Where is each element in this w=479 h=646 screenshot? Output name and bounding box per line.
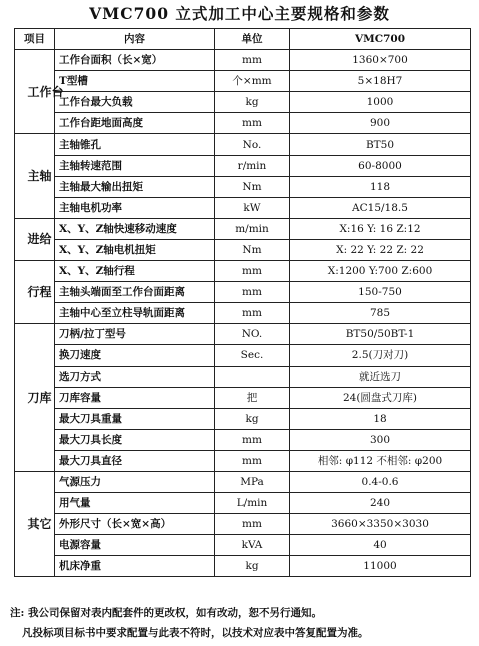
row-value: 就近选刀 bbox=[290, 366, 471, 387]
row-item: X、Y、Z轴电机扭矩 bbox=[55, 239, 215, 260]
row-value: 785 bbox=[290, 303, 471, 324]
table-row bbox=[15, 282, 471, 303]
footnote-1: 注: 我公司保留对表内配套件的更改权，如有改动，恕不另行通知。 bbox=[10, 607, 323, 619]
row-item: 主轴锥孔 bbox=[55, 134, 215, 155]
table-row bbox=[15, 50, 471, 71]
row-unit: NO. bbox=[215, 324, 290, 345]
row-unit: mm bbox=[215, 282, 290, 303]
table-row bbox=[15, 450, 471, 471]
group-label-text: 刀库 bbox=[27, 390, 52, 405]
row-item: 最大刀具长度 bbox=[55, 429, 215, 450]
row-unit: mm bbox=[215, 113, 290, 134]
row-value: X:16 Y: 16 Z:12 bbox=[290, 218, 471, 239]
table-row bbox=[15, 197, 471, 218]
row-unit: kVA bbox=[215, 535, 290, 556]
row-unit: r/min bbox=[215, 155, 290, 176]
row-item: T型槽 bbox=[55, 71, 215, 92]
row-unit: kg bbox=[215, 408, 290, 429]
row-value: 相邻: φ112 不相邻: φ200 bbox=[290, 450, 471, 471]
row-unit: 把 bbox=[215, 387, 290, 408]
row-item: 最大刀具重量 bbox=[55, 408, 215, 429]
row-value: 40 bbox=[290, 535, 471, 556]
group-label bbox=[15, 50, 64, 134]
row-item: 选刀方式 bbox=[55, 366, 215, 387]
row-item: 工作台最大负载 bbox=[55, 92, 215, 113]
row-unit: kg bbox=[215, 92, 290, 113]
row-unit: mm bbox=[215, 50, 290, 71]
row-value: 1360×700 bbox=[290, 50, 471, 71]
table-header-row bbox=[15, 29, 471, 50]
row-unit: L/min bbox=[215, 493, 290, 514]
row-item: X、Y、Z轴行程 bbox=[55, 261, 215, 282]
row-item: 主轴中心至立柱导轨面距离 bbox=[55, 303, 215, 324]
row-unit: No. bbox=[215, 134, 290, 155]
table-row bbox=[15, 113, 471, 134]
row-item: 主轴转速范围 bbox=[55, 155, 215, 176]
row-value: 18 bbox=[290, 408, 471, 429]
table-row bbox=[15, 429, 471, 450]
row-value: 900 bbox=[290, 113, 471, 134]
group-label-text: 工作台 bbox=[27, 84, 64, 99]
group-label bbox=[15, 471, 55, 576]
row-value: 3660×3350×3030 bbox=[290, 514, 471, 535]
row-unit: mm bbox=[215, 429, 290, 450]
group-label bbox=[15, 261, 55, 324]
row-value: 1000 bbox=[290, 92, 471, 113]
row-value: AC15/18.5 bbox=[290, 197, 471, 218]
row-item: 机床净重 bbox=[55, 556, 215, 577]
table-row bbox=[15, 218, 471, 239]
row-value: BT50/50BT-1 bbox=[290, 324, 471, 345]
row-item: 最大刀具直径 bbox=[55, 450, 215, 471]
table-row bbox=[15, 303, 471, 324]
table-row bbox=[15, 366, 471, 387]
table-row bbox=[15, 535, 471, 556]
row-item: 电源容量 bbox=[55, 535, 215, 556]
spec-table-body bbox=[15, 29, 471, 577]
row-item: 主轴头端面至工作台面距离 bbox=[55, 282, 215, 303]
table-row bbox=[15, 239, 471, 260]
table-row bbox=[15, 155, 471, 176]
row-value: BT50 bbox=[290, 134, 471, 155]
table-row bbox=[15, 324, 471, 345]
row-item: 刀柄/拉丁型号 bbox=[55, 324, 215, 345]
row-value: 60-8000 bbox=[290, 155, 471, 176]
header-item: 内容 bbox=[55, 29, 215, 50]
row-value: X: 22 Y: 22 Z: 22 bbox=[290, 239, 471, 260]
row-value: 118 bbox=[290, 176, 471, 197]
row-value: 11000 bbox=[290, 556, 471, 577]
table-row bbox=[15, 493, 471, 514]
row-unit: Nm bbox=[215, 239, 290, 260]
row-item: 气源压力 bbox=[55, 471, 215, 492]
group-label-text: 行程 bbox=[27, 285, 52, 300]
row-unit: 个×mm bbox=[215, 71, 290, 92]
row-item: 刀库容量 bbox=[55, 387, 215, 408]
row-unit: Sec. bbox=[215, 345, 290, 366]
row-unit: mm bbox=[215, 303, 290, 324]
row-unit: m/min bbox=[215, 218, 290, 239]
row-value: 5×18H7 bbox=[290, 71, 471, 92]
row-unit bbox=[215, 366, 290, 387]
header-group: 项目 bbox=[15, 29, 55, 50]
row-unit: mm bbox=[215, 450, 290, 471]
row-item: 用气量 bbox=[55, 493, 215, 514]
row-value: 24(圆盘式刀库) bbox=[290, 387, 471, 408]
table-row bbox=[15, 71, 471, 92]
row-value: X:1200 Y:700 Z:600 bbox=[290, 261, 471, 282]
table-row bbox=[15, 176, 471, 197]
row-item: 工作台距地面高度 bbox=[55, 113, 215, 134]
row-value: 240 bbox=[290, 493, 471, 514]
header-unit: 单位 bbox=[215, 29, 290, 50]
group-label-text: 其它 bbox=[27, 517, 52, 532]
table-row bbox=[15, 471, 471, 492]
row-item: 工作台面积（长×宽） bbox=[55, 50, 215, 71]
header-value: VMC700 bbox=[290, 29, 471, 50]
row-value: 150-750 bbox=[290, 282, 471, 303]
row-unit: MPa bbox=[215, 471, 290, 492]
row-item: 换刀速度 bbox=[55, 345, 215, 366]
group-label bbox=[15, 324, 55, 472]
row-item: 主轴电机功率 bbox=[55, 197, 215, 218]
row-item: 主轴最大输出扭矩 bbox=[55, 176, 215, 197]
group-label-text: 主轴 bbox=[27, 169, 52, 184]
row-value: 0.4-0.6 bbox=[290, 471, 471, 492]
footnote-2: 凡投标项目标书中要求配置与此表不符时，以技术对应表中答复配置为准。 bbox=[22, 627, 369, 639]
row-unit: kW bbox=[215, 197, 290, 218]
table-row bbox=[15, 556, 471, 577]
table-row bbox=[15, 514, 471, 535]
table-row bbox=[15, 387, 471, 408]
row-unit: mm bbox=[215, 514, 290, 535]
document-title: VMC700 立式加工中心主要规格和参数 bbox=[89, 4, 390, 23]
table-row bbox=[15, 134, 471, 155]
group-label bbox=[15, 218, 55, 260]
row-value: 300 bbox=[290, 429, 471, 450]
group-label bbox=[15, 134, 55, 218]
table-row bbox=[15, 345, 471, 366]
row-item: X、Y、Z轴快速移动速度 bbox=[55, 218, 215, 239]
spec-table bbox=[14, 28, 471, 577]
row-unit: kg bbox=[215, 556, 290, 577]
group-label-text: 进给 bbox=[27, 232, 52, 247]
table-row bbox=[15, 261, 471, 282]
table-row bbox=[15, 92, 471, 113]
row-unit: mm bbox=[215, 261, 290, 282]
footnotes bbox=[10, 603, 476, 643]
row-unit: Nm bbox=[215, 176, 290, 197]
row-value: 2.5(刀对刀) bbox=[290, 345, 471, 366]
table-row bbox=[15, 408, 471, 429]
row-item: 外形尺寸（长×宽×高） bbox=[55, 514, 215, 535]
